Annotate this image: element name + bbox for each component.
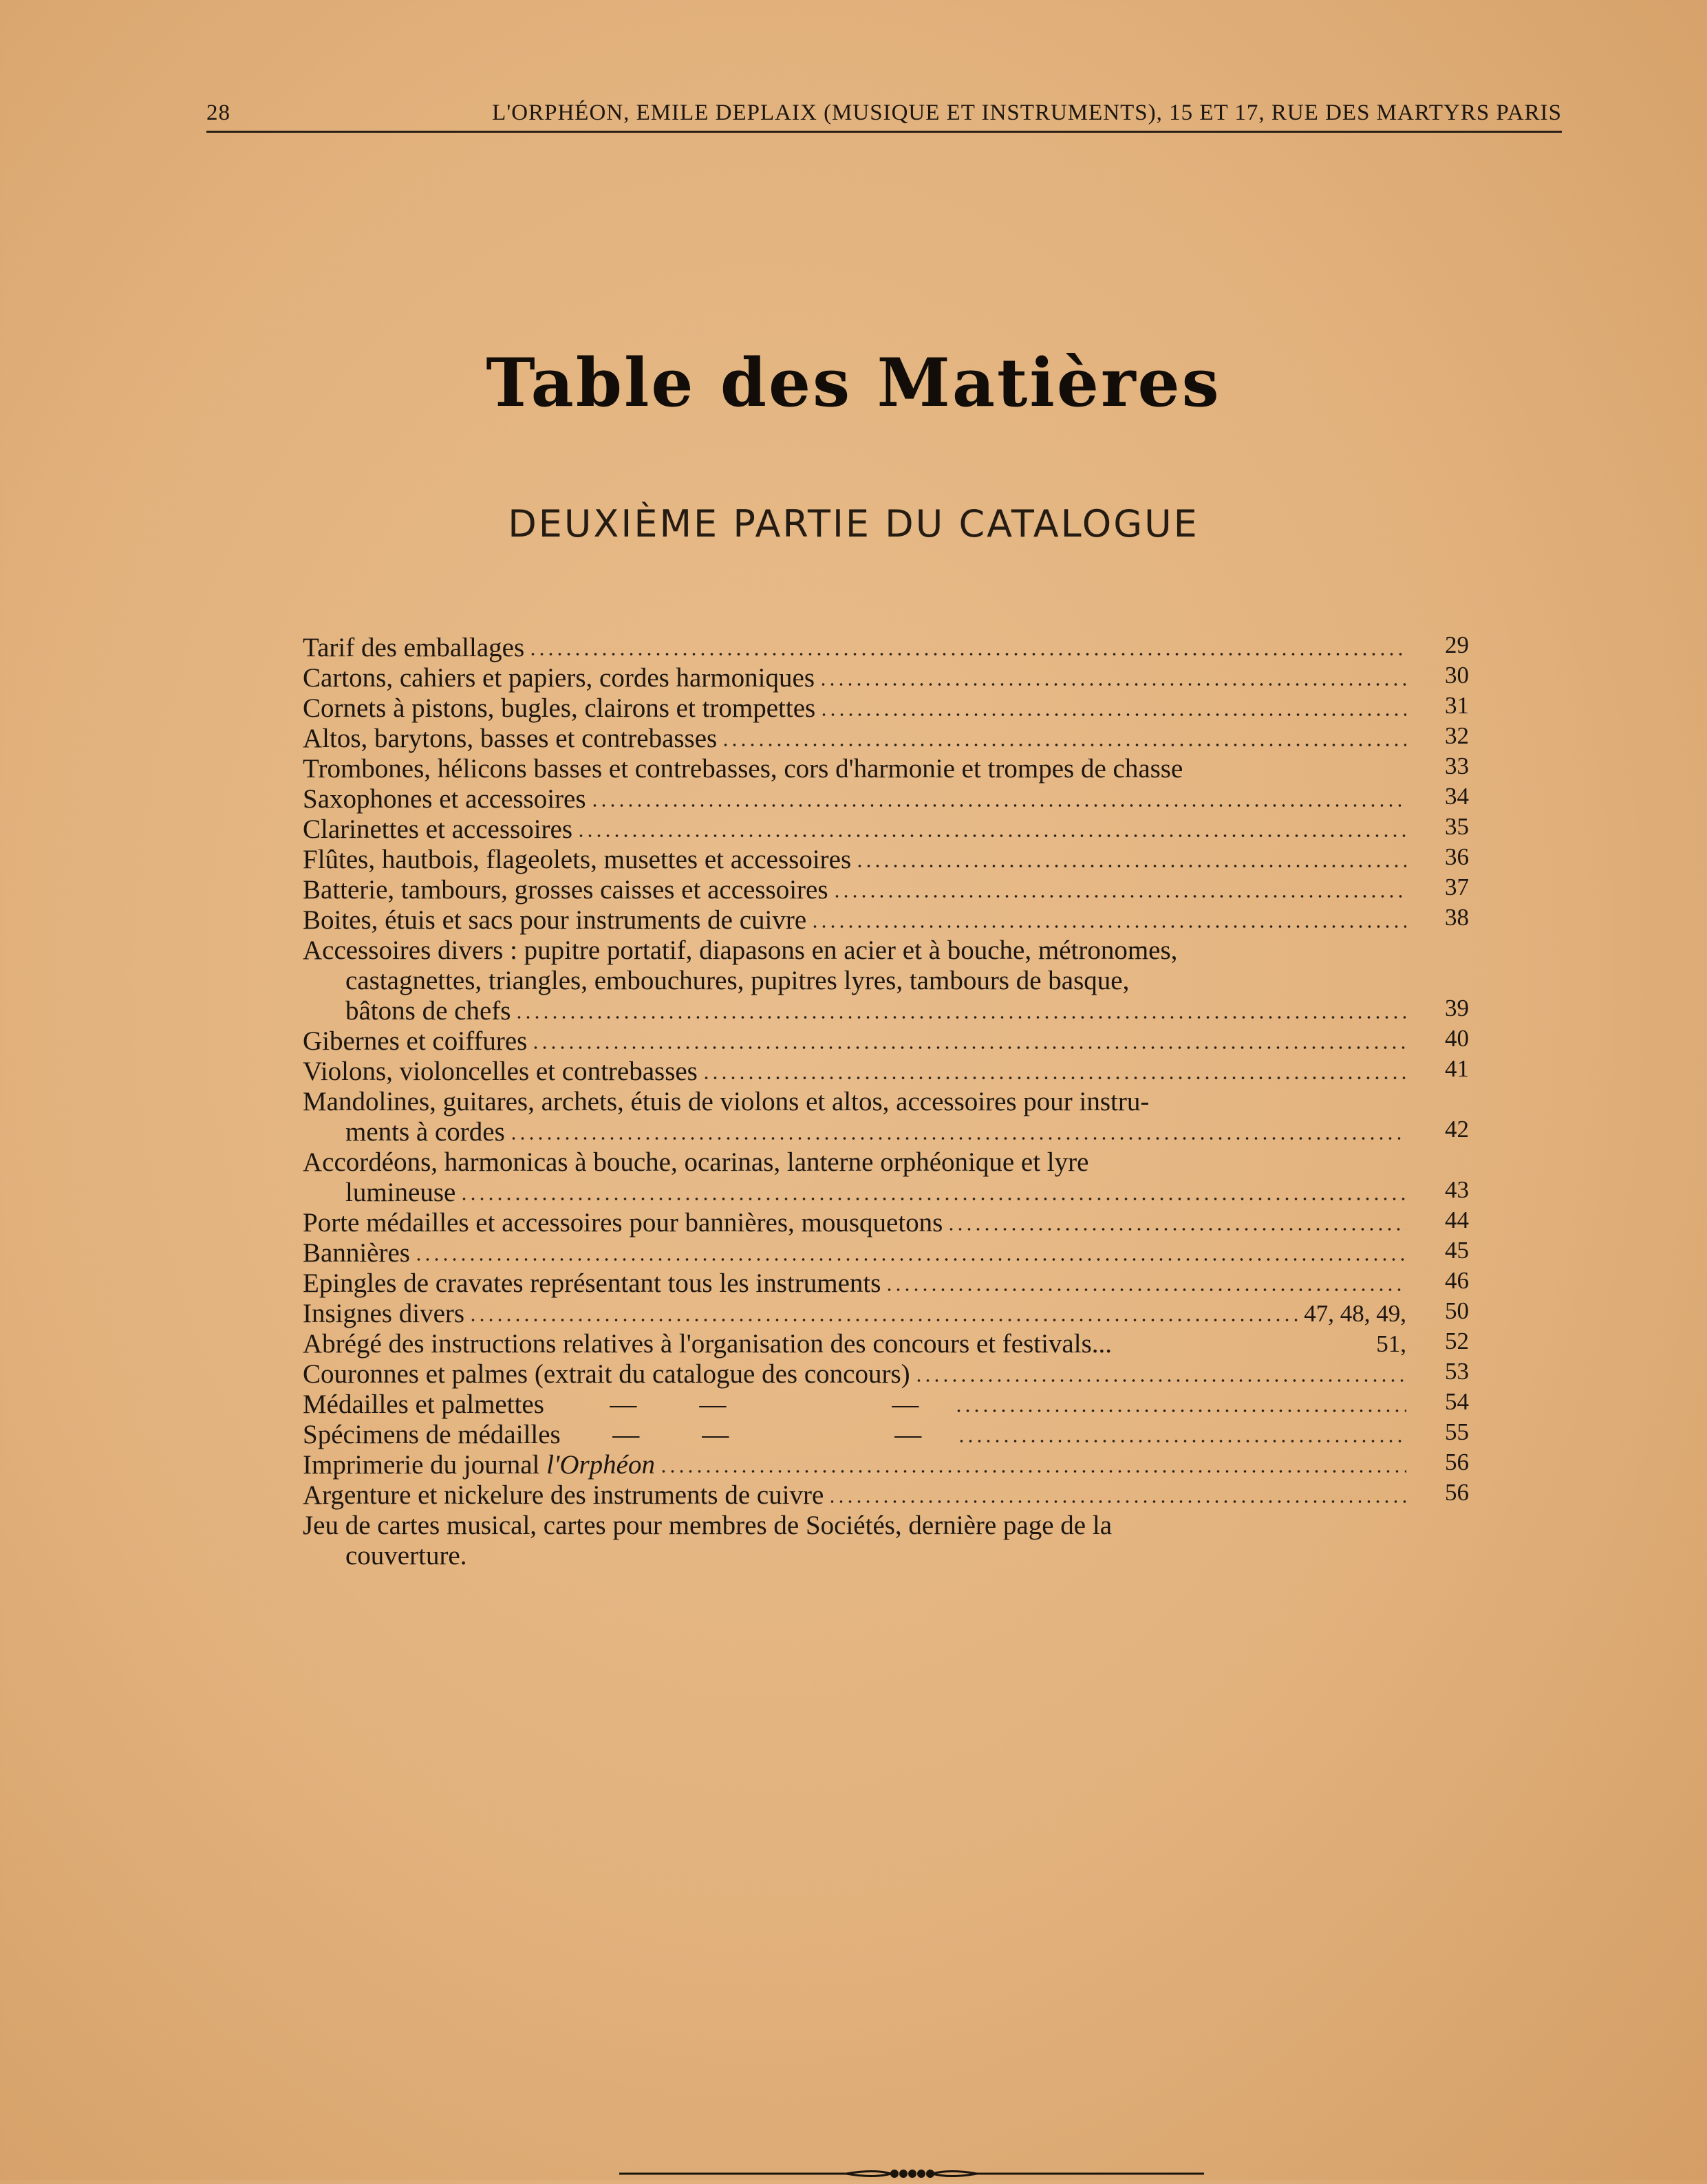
toc-entry-page: 31 (1445, 692, 1469, 719)
dot-leader (954, 1408, 1406, 1414)
toc-entry-text: Altos, barytons, basses et contrebasses (303, 724, 718, 753)
toc-entry-pages-prefix: 51, (1376, 1330, 1406, 1357)
toc-entry-page: 32 (1445, 722, 1469, 749)
ditto-mark: — (699, 1390, 727, 1419)
toc-entry (303, 1449, 1469, 1480)
dot-leader (509, 1136, 1406, 1141)
toc-entry-continuation: ments à cordes (345, 1117, 505, 1147)
toc-entry (303, 1479, 1469, 1511)
dot-leader (702, 1075, 1406, 1081)
dot-leader (590, 803, 1406, 808)
toc-entry-text: Insignes divers (303, 1299, 465, 1328)
toc-entry-page: 41 (1445, 1055, 1469, 1082)
toc-entry (303, 843, 1469, 875)
toc-entry (303, 1237, 1469, 1268)
dot-leader (833, 894, 1406, 899)
ditto-mark: — (702, 1420, 729, 1449)
toc-entry-text: Jeu de cartes musical, cartes pour membres de Sociétés, dernière page de la (303, 1511, 1112, 1540)
toc-entry-page: 44 (1445, 1207, 1469, 1233)
toc-entry-text: Mandolines, guitares, archets, étuis de violons et altos, accessoires pour instru- (303, 1087, 1150, 1116)
toc-entry-continuation: couverture. (345, 1541, 467, 1570)
ditto-mark: — (892, 1390, 919, 1419)
toc-entry (303, 662, 1469, 693)
toc-entry-page: 43 (1445, 1176, 1469, 1203)
toc-entry-page: 33 (1445, 753, 1469, 779)
toc-entry-page: 38 (1445, 904, 1469, 931)
toc-entry-continuation: lumineuse (345, 1178, 456, 1207)
toc-entry-page: 52 (1445, 1328, 1469, 1354)
toc-entry (303, 1267, 1469, 1299)
toc-entry (303, 783, 1469, 814)
toc-entry (303, 722, 1469, 754)
dot-leader (515, 1015, 1406, 1020)
toc-entry-text: Gibernes et coiffures (303, 1026, 528, 1056)
dot-leader (885, 1287, 1406, 1293)
page-title: Table des Matières (486, 344, 1221, 422)
toc-entry-text: Cornets à pistons, bugles, clairons et trompettes (303, 693, 816, 723)
dot-leader (577, 833, 1406, 839)
toc-entry (303, 874, 1469, 905)
toc-entry-text: Boites, étuis et sacs pour instruments de cuivre (303, 905, 807, 935)
toc-entry-text: Argenture et nickelure des instruments de cuivre (303, 1480, 824, 1510)
toc-entry-pages-prefix: 47, 48, 49, (1304, 1300, 1406, 1327)
toc-entry (303, 1328, 1469, 1359)
toc-entry-page: 50 (1445, 1297, 1469, 1324)
header-text: L'ORPHÉON, EMILE DEPLAIX (MUSIQUE ET INSTRUMENTS), 15 ET 17, RUE DES MARTYRS PARIS (492, 100, 1562, 125)
toc-entry-text: Abrégé des instructions relatives à l'organisation des concours et festivals... (303, 1329, 1112, 1359)
dot-leader (414, 1257, 1406, 1262)
toc-entry-text: Violons, violoncelles et contrebasses (303, 1057, 698, 1086)
section-subtitle: DEUXIÈME PARTIE DU CATALOGUE (508, 502, 1199, 545)
toc-entry (303, 631, 1469, 663)
dot-leader (957, 1438, 1406, 1444)
toc-entry-text: Saxophones et accessoires (303, 784, 586, 814)
toc-entry (303, 753, 1469, 784)
toc-entry-text: Cartons, cahiers et papiers, cordes harmoniques (303, 663, 815, 693)
toc-entry (303, 1358, 1469, 1390)
toc-entry-journal-name: l'Orphéon (546, 1450, 655, 1480)
ornament-divider (619, 2163, 1204, 2184)
toc-entry-page: 45 (1445, 1237, 1469, 1264)
dot-leader (528, 651, 1406, 657)
toc-entry (303, 692, 1469, 724)
dot-leader (721, 742, 1406, 748)
table-of-contents (303, 633, 1500, 1571)
page-number: 28 (206, 100, 230, 125)
ditto-mark: — (894, 1420, 922, 1449)
toc-entry-text: Clarinettes et accessoires (303, 814, 572, 844)
toc-entry-text: Tarif des emballages (303, 633, 525, 662)
toc-entry-page: 29 (1445, 631, 1469, 658)
toc-entry-page: 37 (1445, 874, 1469, 900)
dot-leader (855, 863, 1406, 869)
toc-entry-page: 56 (1445, 1449, 1469, 1475)
toc-entry-page: 42 (1445, 1116, 1469, 1143)
toc-entry-page: 53 (1445, 1358, 1469, 1385)
toc-entry-text: Accordéons, harmonicas à bouche, ocarinas, lanterne orphéonique et lyre (303, 1147, 1089, 1177)
dot-leader (659, 1469, 1406, 1474)
toc-entry-page: 40 (1445, 1025, 1469, 1052)
toc-entry-text: Porte médailles et accessoires pour bannières, mousquetons (303, 1208, 943, 1237)
toc-entry-continuation: castagnettes, triangles, embouchures, pupitres lyres, tambours de basque, (345, 966, 1130, 995)
toc-entry-text: Imprimerie du journal (303, 1450, 540, 1480)
dot-leader (914, 1378, 1406, 1383)
toc-entry-text: Spécimens de médailles (303, 1420, 561, 1449)
toc-entry-page: 39 (1445, 995, 1469, 1021)
dot-leader (531, 1045, 1406, 1050)
toc-entry (303, 1116, 1469, 1147)
toc-entry-text: Epingles de cravates représentant tous les instruments (303, 1268, 881, 1298)
toc-entry (303, 813, 1469, 845)
toc-entry-text: Médailles et palmettes (303, 1390, 544, 1419)
toc-entry-text: Trombones, hélicons basses et contrebasses, cors d'harmonie et trompes de chasse (303, 754, 1183, 783)
toc-entry-page: 35 (1445, 813, 1469, 840)
toc-entry (303, 1025, 1469, 1057)
dot-leader (947, 1226, 1406, 1232)
toc-entry-text: Bannières (303, 1238, 410, 1268)
toc-entry (303, 1297, 1469, 1329)
toc-entry-text: Accessoires divers : pupitre portatif, diapasons en acier et à bouche, métronomes, (303, 936, 1178, 965)
toc-entry (303, 1176, 1469, 1208)
toc-entry (303, 1388, 1469, 1420)
toc-entry (303, 904, 1469, 936)
toc-entry-page: 55 (1445, 1418, 1469, 1445)
ditto-mark: — (612, 1420, 640, 1449)
dot-leader (1116, 1348, 1372, 1353)
dot-leader (460, 1196, 1406, 1202)
toc-entry-page: 34 (1445, 783, 1469, 810)
dot-leader (819, 682, 1406, 687)
toc-entry-text: Flûtes, hautbois, flageolets, musettes et accessoires (303, 845, 852, 874)
toc-entry (303, 1207, 1469, 1238)
dot-leader (810, 924, 1406, 929)
dot-leader (1187, 772, 1406, 778)
toc-entry (303, 995, 1469, 1026)
dot-leader (469, 1317, 1300, 1323)
dot-leader (828, 1499, 1406, 1504)
toc-entry-page: 46 (1445, 1267, 1469, 1294)
toc-entry-page: 56 (1445, 1479, 1469, 1506)
toc-entry (303, 1418, 1469, 1450)
toc-entry (303, 1055, 1469, 1087)
toc-entry-page: 30 (1445, 662, 1469, 689)
toc-entry-page: 54 (1445, 1388, 1469, 1415)
toc-entry-text: Couronnes et palmes (extrait du catalogue des concours) (303, 1359, 910, 1389)
toc-entry-page: 36 (1445, 843, 1469, 870)
toc-entry-text: Batterie, tambours, grosses caisses et accessoires (303, 875, 828, 905)
ditto-mark: — (610, 1390, 637, 1419)
running-header (206, 98, 1562, 133)
dot-leader (819, 712, 1406, 717)
toc-entry-continuation: bâtons de chefs (345, 996, 511, 1026)
